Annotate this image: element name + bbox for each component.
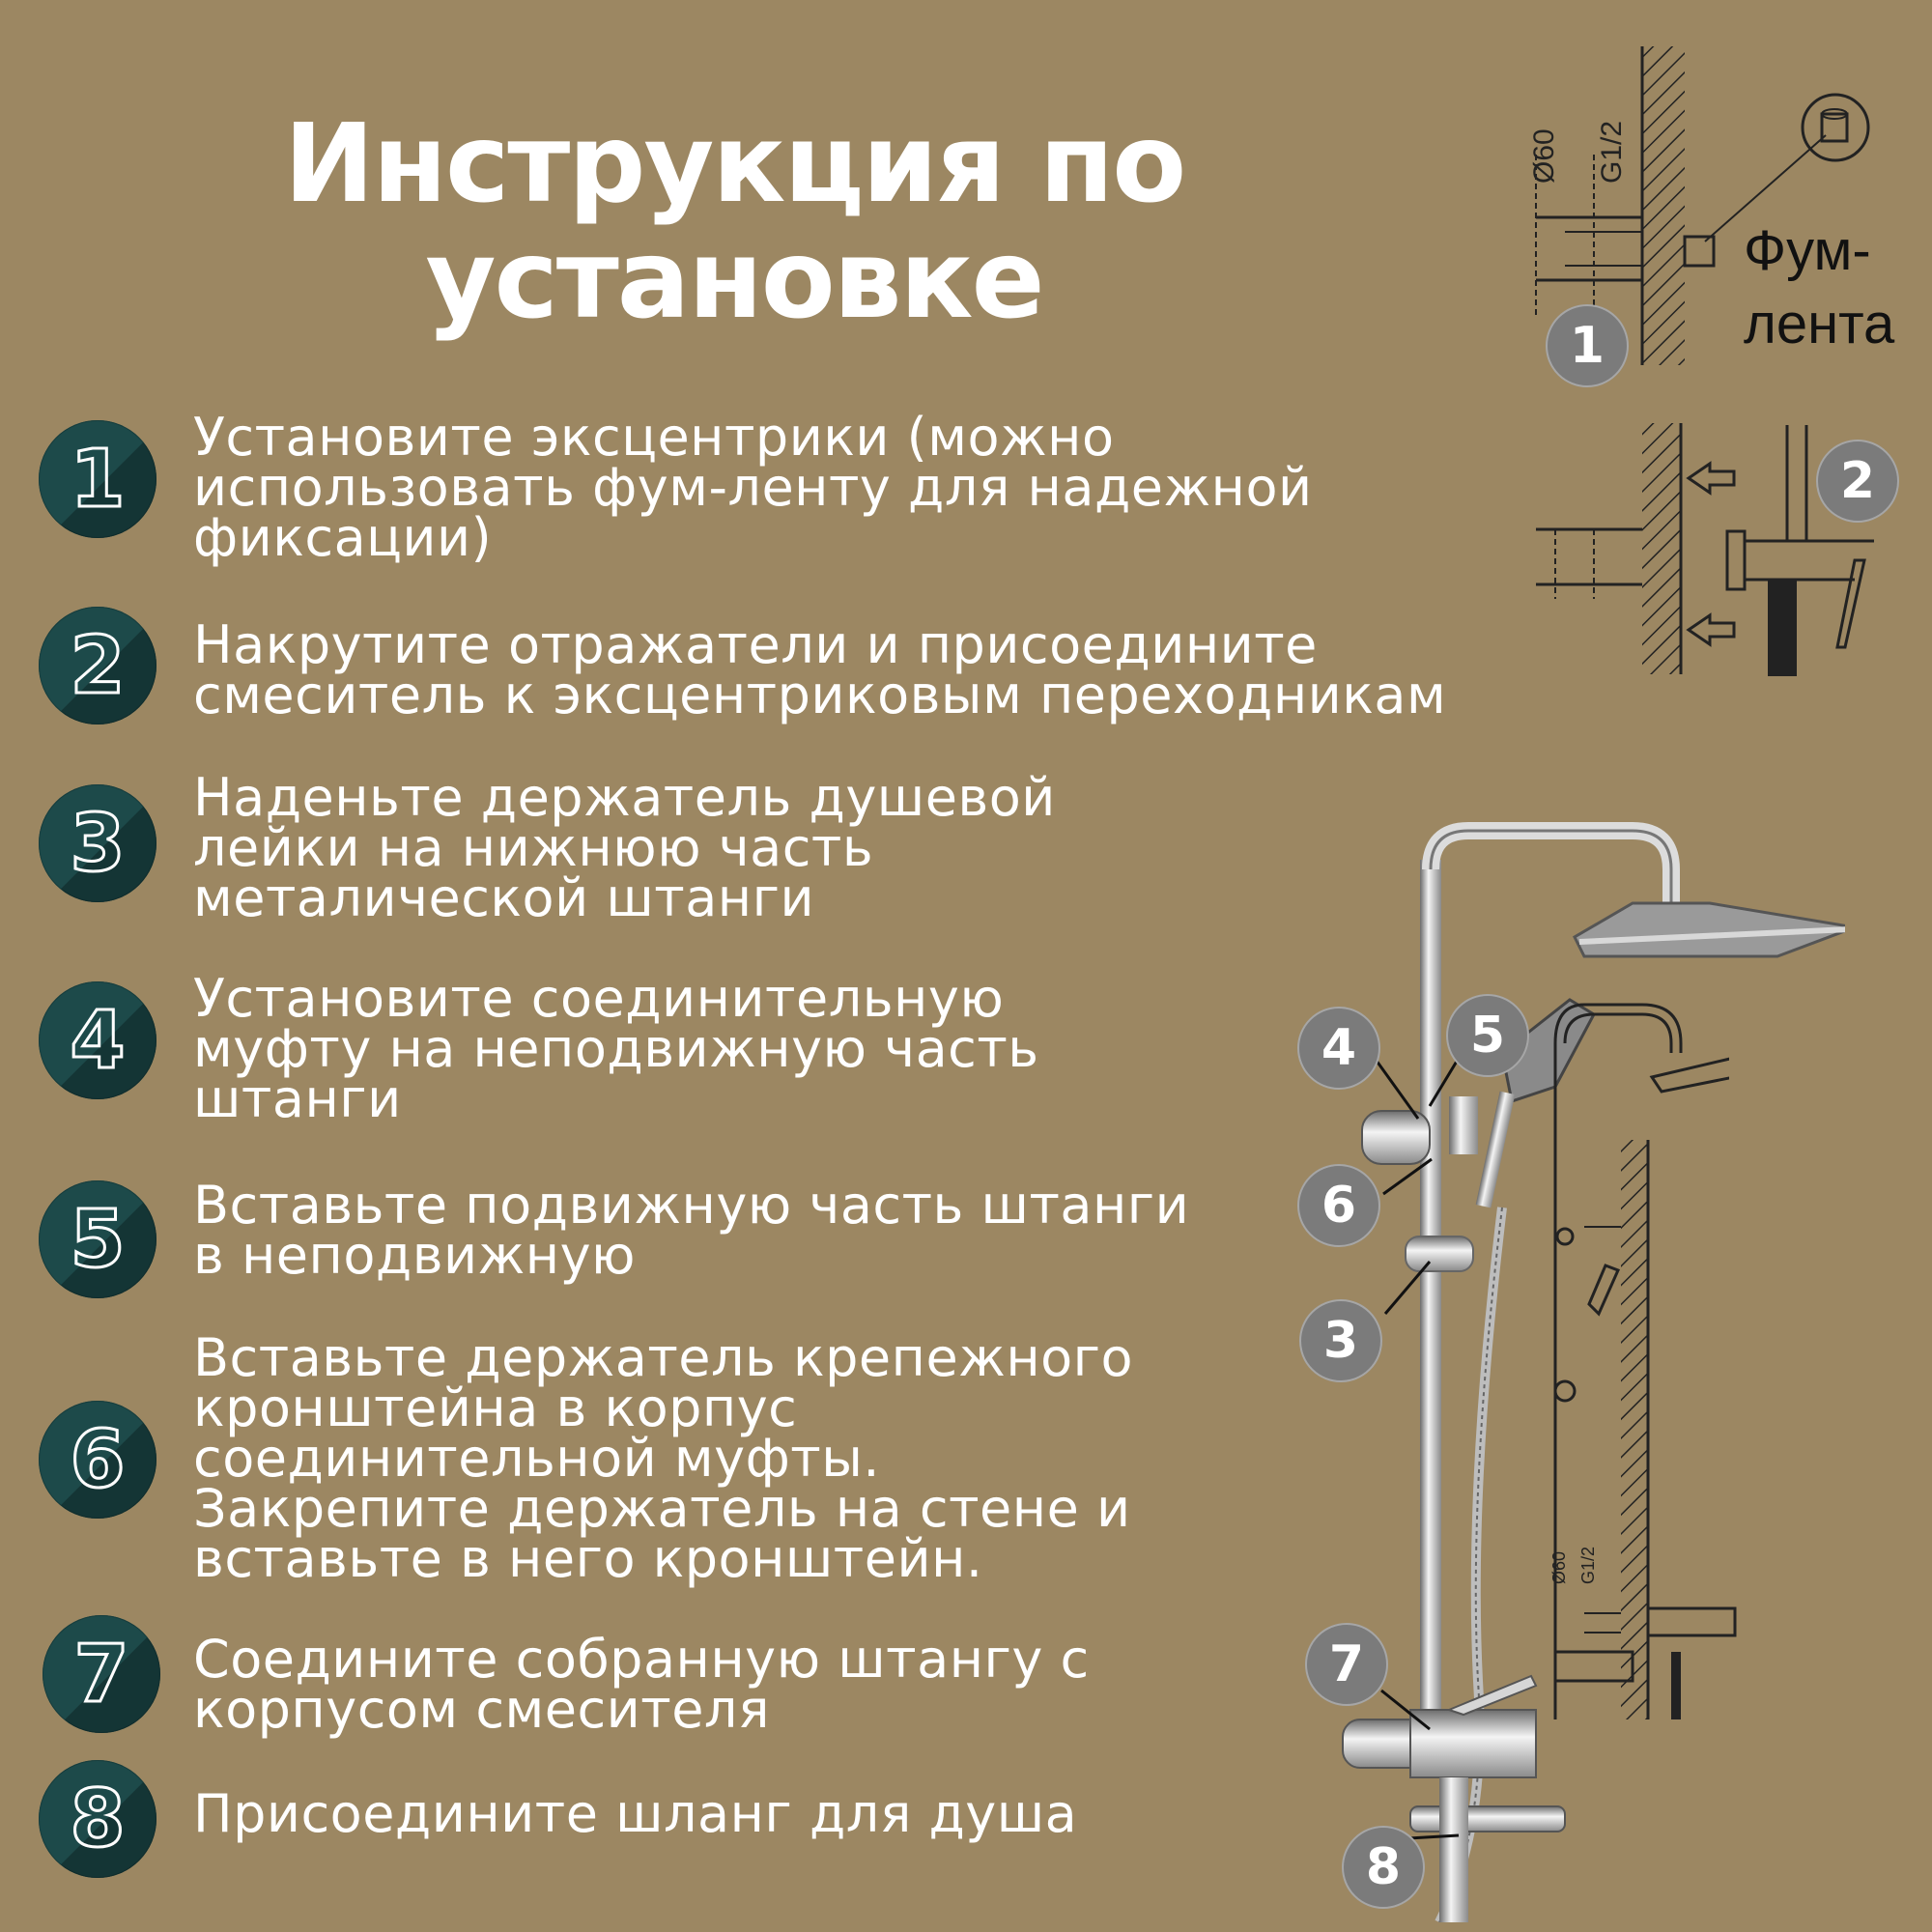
dim-thread-label: G1/2 bbox=[1596, 120, 1628, 184]
step-text-6: Вставьте держатель крепежного кронштейна в корпус соединительной муфты. Закрепите держатель на стене и вставьте в него кронштейн. bbox=[193, 1327, 1134, 1589]
step-text-1: Установите эксцентрики (можно использовать фум-ленту для надежной фиксации) bbox=[193, 407, 1313, 568]
step-text-4: Установите соединительную муфту на неподвижную часть штанги bbox=[193, 968, 1039, 1129]
step-badge-2: 2 bbox=[39, 607, 156, 724]
step-badge-1: 1 bbox=[39, 420, 156, 538]
wall-section-diagram bbox=[1546, 1130, 1748, 1729]
callout-7: 7 bbox=[1305, 1623, 1388, 1706]
callout-5: 5 bbox=[1446, 994, 1529, 1077]
small-dim-diameter: Ø60 bbox=[1549, 1550, 1569, 1584]
callout-8: 8 bbox=[1342, 1826, 1425, 1909]
title-line-1: Инструкция по bbox=[283, 101, 1185, 227]
step-text-8: Присоедините шланг для душа bbox=[193, 1783, 1078, 1844]
step-badge-4: 4 bbox=[39, 981, 156, 1099]
step-text-3: Наденьте держатель душевой лейки на нижнюю часть металической штанги bbox=[193, 767, 1056, 928]
callout-3: 3 bbox=[1299, 1299, 1382, 1382]
step-badge-3: 3 bbox=[39, 784, 156, 902]
step-badge-6: 6 bbox=[39, 1401, 156, 1519]
callout-6: 6 bbox=[1297, 1164, 1380, 1247]
page-title bbox=[203, 101, 1265, 343]
step-text-5: Вставьте подвижную часть штанги в неподвижную bbox=[193, 1175, 1190, 1286]
step-badge-8: 8 bbox=[39, 1760, 156, 1878]
step-badge-7: 7 bbox=[43, 1615, 160, 1733]
step-text-2: Накрутите отражатели и присоедините смеситель к эксцентриковым переходникам bbox=[193, 614, 1447, 725]
step-badge-5: 5 bbox=[39, 1180, 156, 1298]
callout-2: 2 bbox=[1816, 440, 1899, 523]
fum-tape-label: Фум- лента bbox=[1744, 219, 1895, 355]
small-dim-thread: G1/2 bbox=[1578, 1546, 1598, 1584]
callout-4: 4 bbox=[1297, 1007, 1380, 1090]
step-text-7: Соедините собранную штангу с корпусом смесителя bbox=[193, 1629, 1090, 1740]
dim-diameter-label: Ø60 bbox=[1528, 128, 1560, 184]
callout-1: 1 bbox=[1546, 304, 1629, 387]
title-line-2: установке bbox=[425, 217, 1043, 343]
